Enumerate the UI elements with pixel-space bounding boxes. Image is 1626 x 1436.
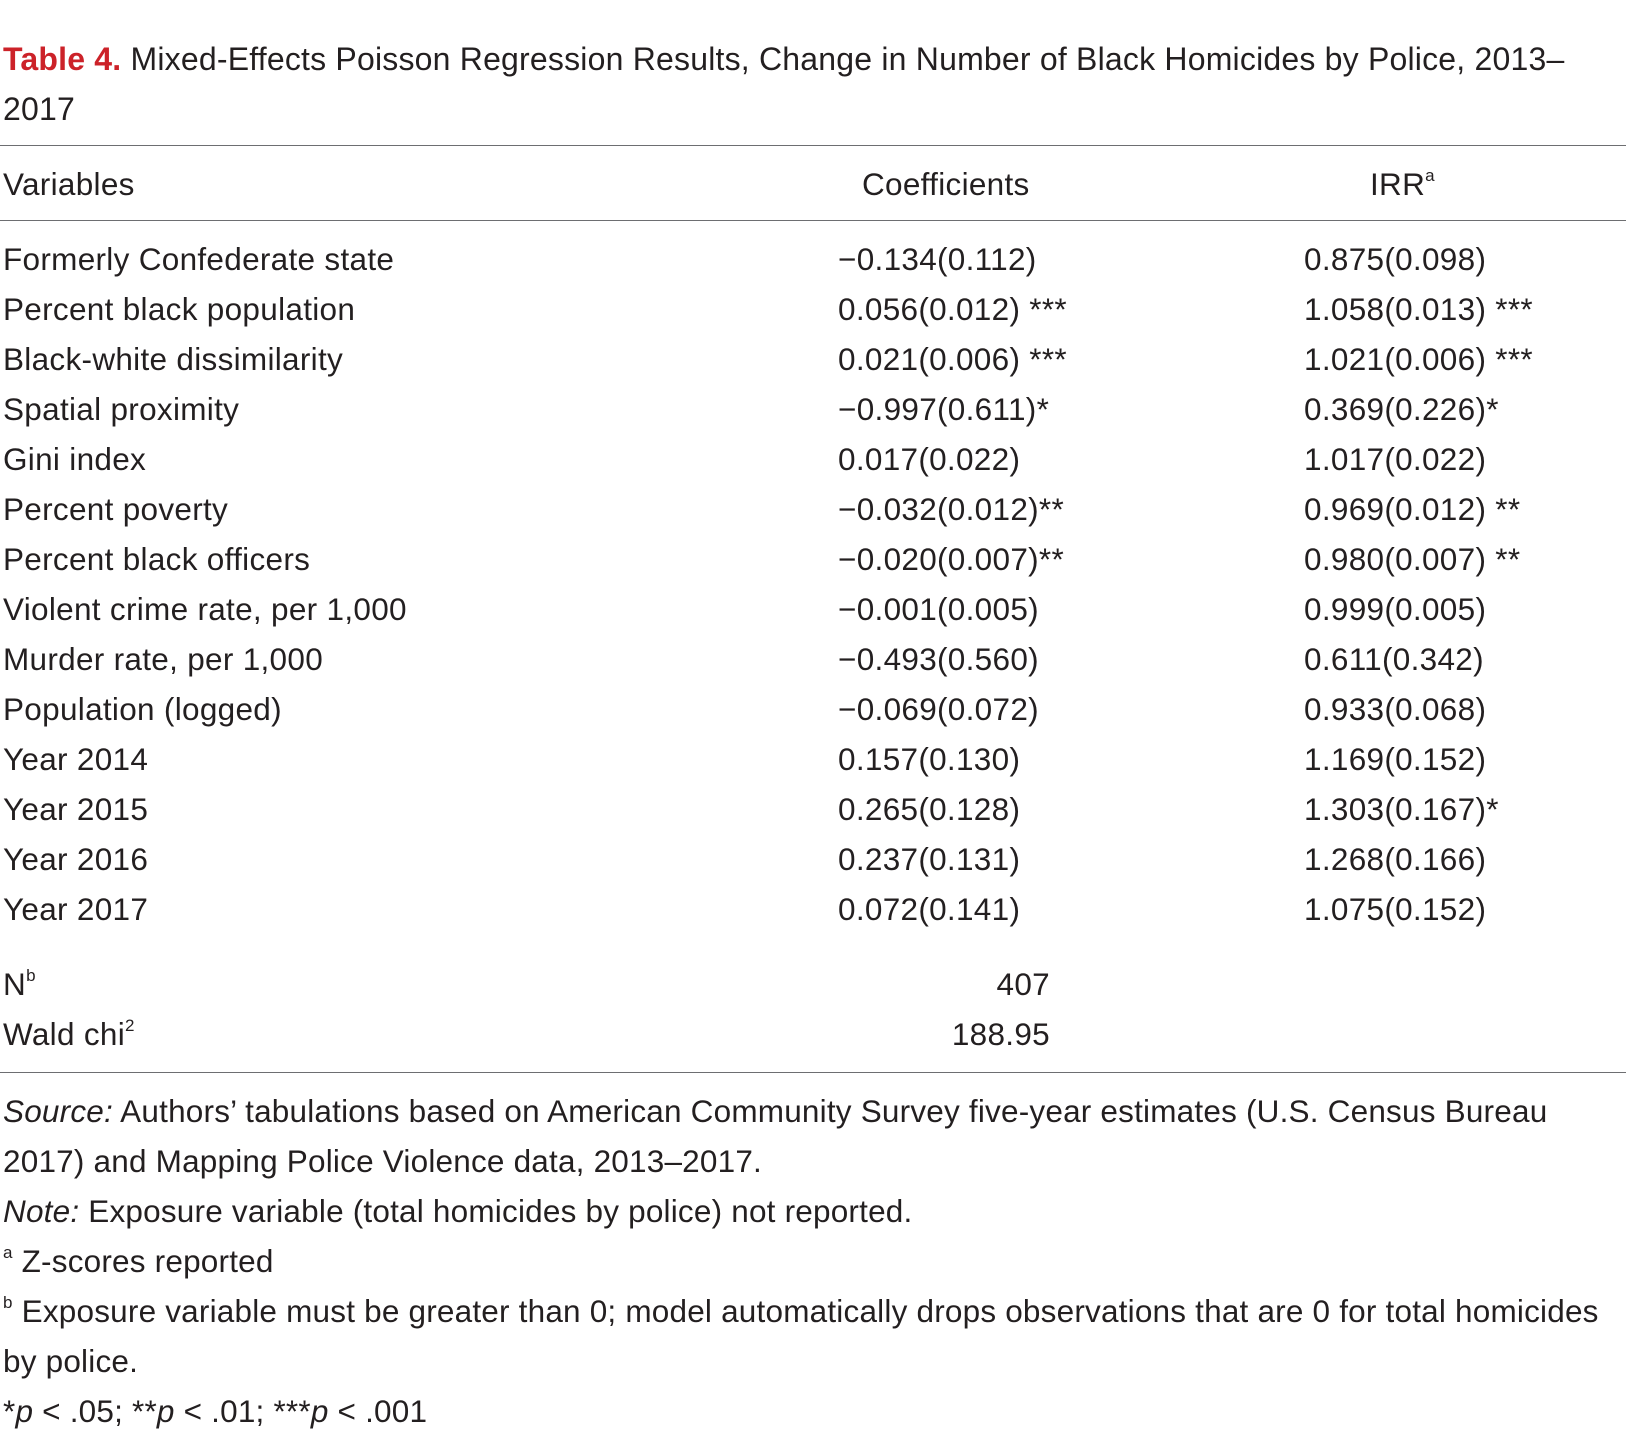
row-coefficient: 0.056(0.012) *** (838, 291, 1067, 327)
row-coefficient: 0.021(0.006) *** (838, 341, 1067, 377)
row-coefficient: −0.493(0.560) (838, 641, 1039, 677)
footnote-b (3, 1286, 1618, 1386)
table-notes (3, 1086, 1618, 1436)
row-variable: Violent crime rate, per 1,000 (3, 591, 407, 627)
summary-wald-label (3, 1014, 135, 1054)
footnote-b-marker: b (3, 1293, 13, 1312)
row-variable: Year 2017 (3, 891, 149, 927)
footnote-a (3, 1236, 1618, 1286)
row-irr: 1.303(0.167)* (1304, 791, 1499, 827)
row-irr: 0.611(0.342) (1304, 641, 1484, 677)
row-irr: 1.021(0.006) *** (1304, 341, 1533, 377)
row-irr: 0.369(0.226)* (1304, 391, 1499, 427)
header-irr-label: IRR (1370, 166, 1426, 202)
header-rule (0, 220, 1626, 221)
sig-3-rest: < .001 (328, 1393, 428, 1429)
source-text: Authors’ tabulations based on American Community Survey five-year estimates (U.S. Census Bureau 2017) and Mapping Police Violence data, 2013–2017. (3, 1093, 1548, 1179)
sig-3-p: p (310, 1393, 329, 1429)
row-variable: Year 2015 (3, 791, 149, 827)
note-text: Exposure variable (total homicides by police) not reported. (79, 1193, 913, 1229)
summary-wald-marker: 2 (125, 1016, 135, 1035)
row-coefficient: −0.134(0.112) (838, 241, 1037, 277)
header-variables: Variables (3, 166, 135, 202)
row-irr: 0.875(0.098) (1304, 241, 1487, 277)
row-variable: Gini index (3, 441, 147, 477)
summary-n-marker: b (26, 966, 36, 985)
source-label: Source: (3, 1093, 113, 1129)
sig-1-star: * (3, 1393, 16, 1429)
row-coefficient: −0.001(0.005) (838, 591, 1039, 627)
sig-1-p: p (15, 1393, 34, 1429)
row-coefficient: 0.157(0.130) (838, 741, 1021, 777)
row-variable: Population (logged) (3, 691, 282, 727)
header-coefficients: Coefficients (862, 166, 1030, 202)
bottom-rule (0, 1072, 1626, 1073)
summary-n-text: N (3, 966, 27, 1002)
sig-2-p: p (156, 1393, 175, 1429)
sig-3-star: *** (273, 1393, 311, 1429)
row-coefficient: 0.017(0.022) (838, 441, 1021, 477)
sig-2-star: ** (132, 1393, 157, 1429)
row-irr: 0.933(0.068) (1304, 691, 1487, 727)
header-irr-marker: a (1425, 166, 1435, 185)
row-coefficient: −0.069(0.072) (838, 691, 1039, 727)
row-irr: 0.980(0.007) ** (1304, 541, 1521, 577)
note-label: Note: (3, 1193, 80, 1229)
footnote-a-marker: a (3, 1243, 13, 1262)
row-variable: Spatial proximity (3, 391, 240, 427)
sig-2-rest: < .01; (174, 1393, 274, 1429)
header-irr (1370, 164, 1435, 204)
row-coefficient: −0.997(0.611)* (838, 391, 1050, 427)
summary-wald-value: 188.95 (951, 1016, 1050, 1052)
row-variable: Formerly Confederate state (3, 241, 395, 277)
top-rule (0, 145, 1626, 146)
table-title: Mixed-Effects Poisson Regression Results, Change in Number of Black Homicides by Police, 2013–2017 (3, 41, 1565, 127)
row-irr: 0.969(0.012) ** (1304, 491, 1521, 527)
row-variable: Black-white dissimilarity (3, 341, 344, 377)
row-coefficient: 0.237(0.131) (838, 841, 1021, 877)
general-note (3, 1186, 1618, 1236)
footnote-a-text: Z-scores reported (12, 1243, 274, 1279)
table-label: Table 4. (3, 41, 122, 77)
row-coefficient: −0.020(0.007)** (838, 541, 1065, 577)
row-variable: Year 2014 (3, 741, 149, 777)
row-coefficient: 0.265(0.128) (838, 791, 1021, 827)
row-irr: 1.058(0.013) *** (1304, 291, 1533, 327)
row-variable: Percent black population (3, 291, 356, 327)
summary-n-value: 407 (996, 966, 1050, 1002)
row-irr: 1.075(0.152) (1304, 891, 1487, 927)
summary-wald-text: Wald chi (3, 1016, 126, 1052)
row-irr: 0.999(0.005) (1304, 591, 1487, 627)
sig-1-rest: < .05; (33, 1393, 132, 1429)
row-variable: Year 2016 (3, 841, 149, 877)
summary-n-label (3, 964, 36, 1004)
row-coefficient: −0.032(0.012)** (838, 491, 1065, 527)
source-note (3, 1086, 1618, 1186)
row-irr: 1.169(0.152) (1304, 741, 1487, 777)
row-irr: 1.268(0.166) (1304, 841, 1487, 877)
table-caption (3, 34, 1603, 134)
row-variable: Murder rate, per 1,000 (3, 641, 324, 677)
footnote-b-text: Exposure variable must be greater than 0; model automatically drops observations that are 0 for total homicides by police. (3, 1293, 1599, 1379)
row-irr: 1.017(0.022) (1304, 441, 1487, 477)
row-variable: Percent black officers (3, 541, 311, 577)
row-coefficient: 0.072(0.141) (838, 891, 1021, 927)
row-variable: Percent poverty (3, 491, 229, 527)
